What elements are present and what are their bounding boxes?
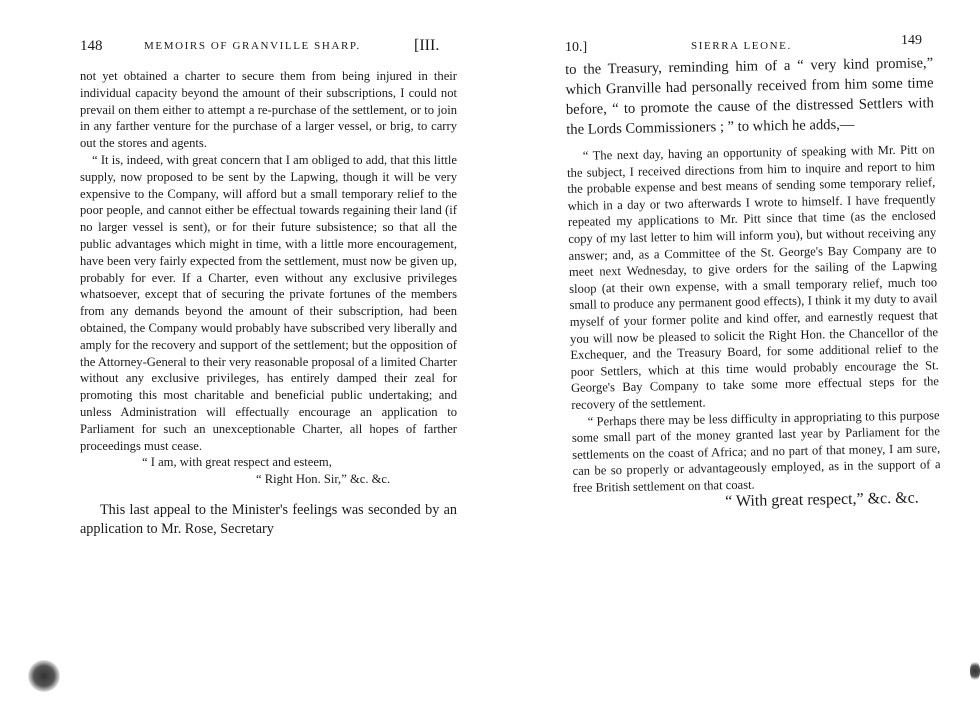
left-quoted-letter: “ It is, indeed, with great concern that I am obliged to add, that this little supply, now proposed to be sent by the Lapwing, though it will be very expensive to the Company, will afford but a small temporary relief to the poor people, and cannot either be effectual towards regaining their land (if no larger vessel is sent), or for their future subsistence; so that all the public advantages which might in time, with a little more encouragement, have been very fairly expected from the settlement, must now be given up, probably for ever. If a Charter, even without any exclusive privileges whatsoever, except that of securing the private fortunes of the members from any demands beyond the amount of their subscription, had been obtained, the Company would probably have subscribed very liberally and amply for the recovery and support of the settlement; but the opposition of the Attorney-General to their very reasonable proposal of a limited Charter without any exclusive privileges, has entirely damped their zeal for promoting this most charitable and beneficial public undertaking; and unless Administration will effectually encourage an application to Parliament for such an unexceptionable Charter, all hopes of farther proceedings must cease. xyxy=(80,152,457,453)
right-closing-line: “ With great respect,” &c. &c. xyxy=(724,490,919,511)
left-closing-line-1: “ I am, with great respect and esteem, xyxy=(142,455,332,470)
right-running-title: SIERRA LEONE. xyxy=(691,40,792,52)
ink-smudge-mark xyxy=(28,660,60,692)
right-chapter-marker: 10.] xyxy=(565,40,588,55)
right-body-text xyxy=(565,53,941,514)
left-paragraph-continuation: not yet obtained a charter to secure them from being injured in their individual capacity beyond the amount of their subscriptions, I could not prevail on them either to attempt a re-purchase of the settlement, or to join in any farther venture for the purchase of a larger vessel, or brig, to carry out the stores and agents. xyxy=(80,69,457,151)
left-page-number: 148 xyxy=(80,38,103,54)
left-narrative-paragraph: This last appeal to the Minister's feelings was seconded by an application to Mr. Rose, Secretary xyxy=(80,501,457,538)
left-closing-line-2: “ Right Hon. Sir,” &c. &c. xyxy=(256,472,391,487)
right-quoted-letter-2: “ Perhaps there may be less difficulty in appropriating to this purpose some small part of the money granted last year by Parliament for the settlements on the coast of Africa; and no part of that money, I am sure, can be so properly or advantageously employed, as in the support of a free British settlement on that coast. xyxy=(571,407,941,495)
left-chapter-marker: [III. xyxy=(414,37,440,54)
right-quoted-letter-1: “ The next day, having an opportunity of speaking with Mr. Pitt on the subject, I received directions from him to inquire and report to him the probable expense and best means of sending some temporary relief, which in a day or two afterwards I wrote to himself. I have frequently repeated my applications to Mr. Pitt since that time (as the enclosed copy of my last letter to him will inform you), but without receiving any answer; and, as a Committee of the St. George's Bay Company are to meet next Wednesday, to give orders for the sailing of the Lapwing sloop (at their own expense, with a small temporary relief, much too small to produce any permanent good effects), I think it my duty to avail myself of your former polite and kind offer, and earnestly request that you will now be pleased to solicit the Right Hon. the Chancellor of the Exchequer, and the Treasury Board, for some additional relief to the poor Settlers, which at this time would probably encourage the St. George's Bay Company to take some more effectual steps for the recovery of the settlement. xyxy=(566,142,940,412)
left-running-head xyxy=(80,38,460,62)
right-page xyxy=(490,0,980,712)
left-running-title: MEMOIRS OF GRANVILLE SHARP. xyxy=(144,40,361,52)
ink-speck-mark xyxy=(970,660,980,682)
left-body-text xyxy=(80,68,457,540)
right-narrative-paragraph: to the Treasury, reminding him of a “ very kind promise,” which Granville had personally received from him some time before, “ to promote the cause of the distressed Settlers with the Lords Commissioners ; ” to which he adds,— xyxy=(565,55,935,138)
right-page-number: 149 xyxy=(901,33,922,48)
